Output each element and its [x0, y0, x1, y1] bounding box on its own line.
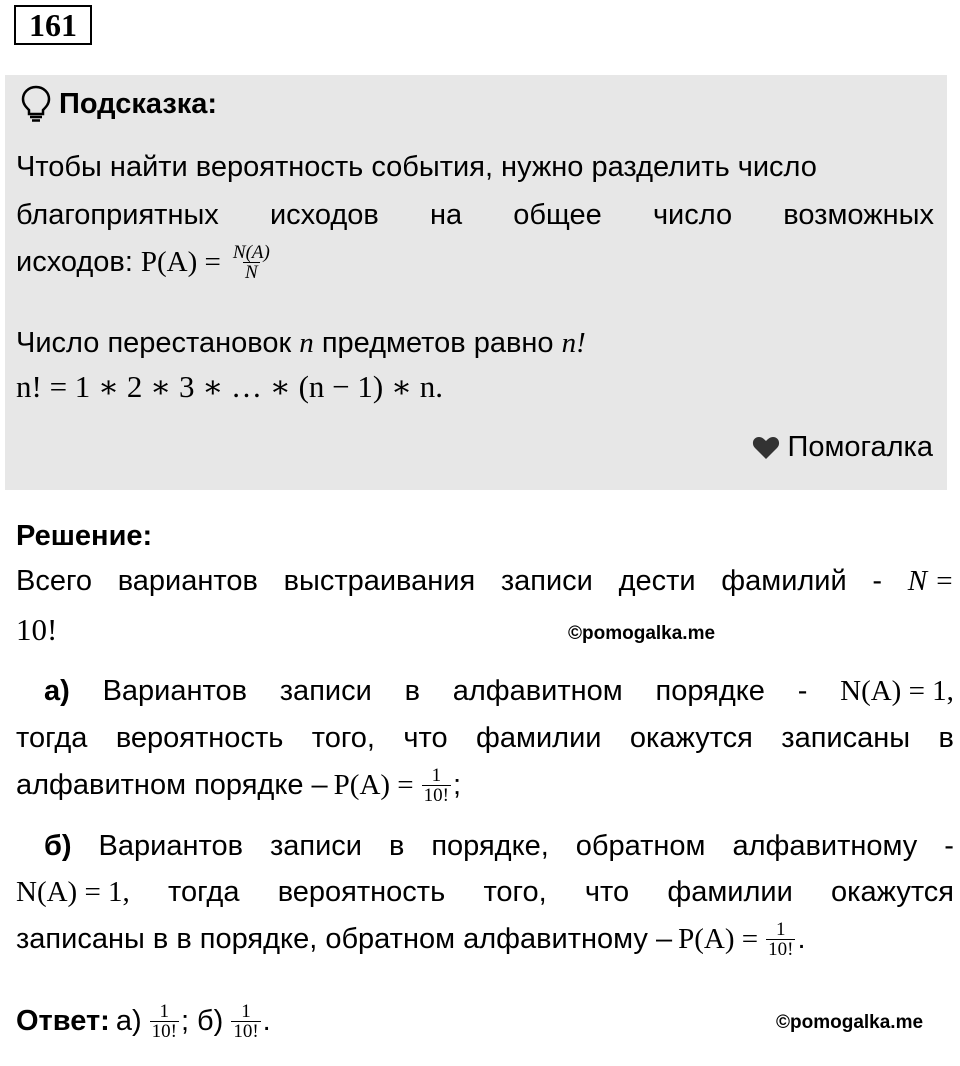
factorial-formula: n! = 1 ∗ 2 ∗ 3 ∗ … ∗ (n − 1) ∗ n. — [16, 369, 444, 404]
solution-heading: Решение: — [16, 520, 153, 552]
part-b-line-2: N(A) = 1, тогда вероятность того, что фамилии окажутся — [16, 876, 954, 908]
hint-title — [21, 85, 217, 123]
part-b-fraction: $\frac{1}{10!}$ — [768, 919, 794, 960]
solution-total-line: Всего вариантов выстраивания записи дести фамилий - N = — [16, 565, 954, 597]
formula-lhs: P(A) = — [140, 246, 221, 278]
part-a-line-1: а) Вариантов записи в алфавитном порядке - N(A) = 1, — [44, 675, 954, 707]
part-b-line-3: записаны в в порядке, обратном алфавитному – P(A) = $\frac{1}{10!}$ . — [16, 919, 806, 960]
watermark-bottom: ©pomogalka.me — [776, 1012, 924, 1033]
part-a-fraction: $\frac{1}{10!}$ — [423, 765, 449, 806]
answer-b-fraction: $\frac{1}{10!}$ — [233, 1001, 259, 1042]
formula-fraction: $\frac{N(A)}{N}$ — [232, 242, 270, 283]
hint-line-2: благоприятных исходов на общее число возможных — [16, 199, 934, 231]
hint-line-1: Чтобы найти вероятность события, нужно разделить число — [16, 151, 817, 183]
part-b-line-1: б) Вариантов записи в порядке, обратном алфавитному - — [44, 830, 954, 862]
lightbulb-icon — [21, 85, 51, 123]
answer-a-fraction: $\frac{1}{10!}$ — [151, 1001, 177, 1042]
hint-permutation-line: Число перестановок n предметов равно n! — [16, 327, 586, 359]
part-a-line-3: алфавитном порядке – P(A) = $\frac{1}{10!}$ ; — [16, 765, 462, 806]
hint-line-3: исходов: P(A) = $\frac{N(A)}{N}$ — [16, 242, 270, 283]
task-number: 161 — [14, 5, 92, 45]
solution-total-value: 10! — [16, 612, 58, 647]
hint-title-text: Подсказка: — [59, 87, 218, 120]
part-a-line-2: тогда вероятность того, что фамилии окажутся записаны в — [16, 722, 954, 754]
hint-panel — [5, 75, 947, 490]
brand-signature — [752, 431, 933, 464]
answer-label: Ответ: — [16, 1005, 110, 1037]
watermark: ©pomogalka.me — [568, 623, 716, 644]
brand-name: Помогалка — [787, 431, 933, 463]
answer-line: Ответ: а) $\frac{1}{10!}$ ; б) $\frac{1}{10!}$ . — [16, 1001, 271, 1042]
heart-icon — [752, 436, 780, 460]
